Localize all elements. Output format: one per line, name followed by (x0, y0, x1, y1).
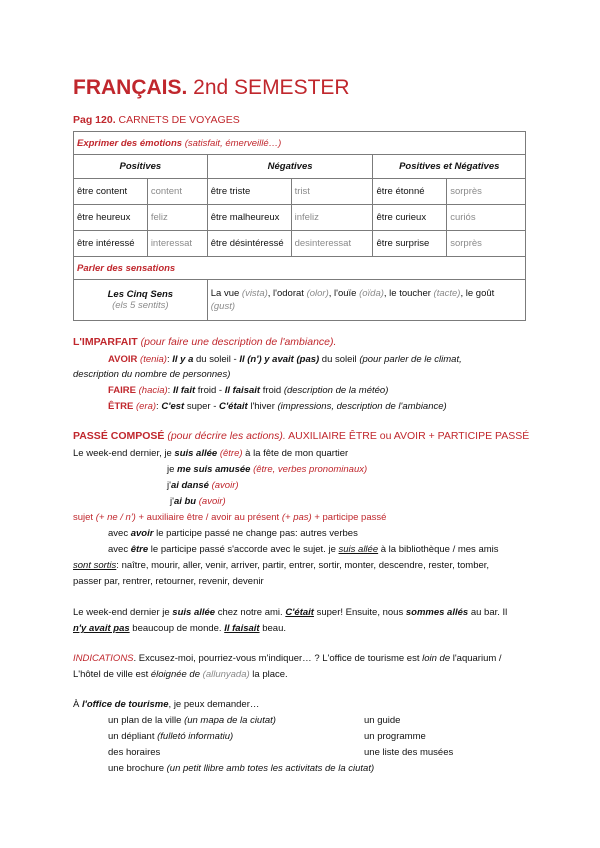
table-header: Positives et Négatives (373, 155, 526, 179)
section-subtitle: Pag 120. CARNETS DE VOYAGES (73, 114, 240, 126)
table-cell: être intéressé (74, 231, 148, 257)
passe-note: avec être le participe passé s'accorde avec le sujet. je suis allée à la bibliothèque / mes amis (108, 544, 499, 555)
table-cell: être étonné (373, 179, 447, 205)
list-item: un programme (364, 731, 426, 742)
list-item: un plan de la ville (un mapa de la ciutat) (108, 715, 276, 726)
table-cell: être content (74, 179, 148, 205)
passe-rule: sujet (+ ne / n') + auxiliaire être / avoir au présent (+ pas) + participe passé (73, 512, 387, 523)
table-header: Négatives (207, 155, 373, 179)
table-cell: être heureux (74, 205, 148, 231)
table-cell: être désintéressé (207, 231, 291, 257)
table-cell: content (147, 179, 207, 205)
table-row (74, 231, 526, 257)
list-item: un guide (364, 715, 401, 726)
table-cell: être triste (207, 179, 291, 205)
imparfait-heading: L'IMPARFAIT (pour faire une description de l'ambiance). (73, 336, 337, 348)
imparfait-etre: ÊTRE (era): C'est super - C'était l'hiver (impressions, description de l'ambiance) (108, 401, 447, 412)
passe-note: avec avoir le participe passé ne change pas: autres verbes (108, 528, 358, 539)
table-cell: être surprise (373, 231, 447, 257)
indications: INDICATIONS. Excusez-moi, pourriez-vous m'indiquer… ? L'office de tourisme est loin de l'aquarium / (73, 653, 502, 664)
list-item: une liste des musées (364, 747, 454, 758)
cinq-sens-cell: Les Cinq Sens (els 5 sentits) (74, 280, 208, 321)
example-paragraph: n'y avait pas beaucoup de monde. Il faisait beau. (73, 623, 286, 634)
table-section-sensations: Parler des sensations (74, 257, 526, 280)
table-row (74, 179, 526, 205)
imparfait-avoir-cont: description du nombre de personnes) (73, 369, 231, 380)
table-cell: trist (291, 179, 373, 205)
passe-note: sont sortis: naître, mourir, aller, venir, arriver, partir, entrer, sortir, monter, descendre, rester, tomber, (73, 560, 490, 571)
example-paragraph: Le week-end dernier je suis allée chez notre ami. C'était super! Ensuite, nous sommes allés au bar. Il (73, 607, 508, 618)
emotions-table (73, 131, 526, 321)
table-cell: infeliz (291, 205, 373, 231)
table-cell: sorprès (447, 231, 526, 257)
office-intro: À l'office de tourisme, je peux demander… (73, 699, 260, 710)
table-cell: sorprès (447, 179, 526, 205)
passe-line: j'ai dansé (avoir) (167, 480, 239, 491)
table-cell: curiós (447, 205, 526, 231)
page-title: FRANÇAIS. 2nd SEMESTER (73, 76, 350, 99)
table-row (74, 205, 526, 231)
passe-line: Le week-end dernier, je suis allée (être) à la fête de mon quartier (73, 448, 349, 459)
table-section-emotions: Exprimer des émotions (satisfait, émerveillé…) (74, 132, 526, 155)
senses-cell: La vue (vista), l'odorat (olor), l'ouïe (oïda), le toucher (tacte), le goût (gust) (207, 280, 525, 321)
table-cell: interessat (147, 231, 207, 257)
indications: L'hôtel de ville est éloignée de (allunyada) la place. (73, 669, 288, 680)
table-cell: desinteressat (291, 231, 373, 257)
imparfait-avoir: AVOIR (tenia): Il y a du soleil - Il (n') y avait (pas) du soleil (pour parler de le climat, (108, 354, 462, 365)
table-cell: feliz (147, 205, 207, 231)
table-cell: être malheureux (207, 205, 291, 231)
passe-line: j'ai bu (avoir) (170, 496, 226, 507)
list-item: un dépliant (fulletó informatiu) (108, 731, 234, 742)
list-item: des horaires (108, 747, 161, 758)
passe-compose-heading: PASSÉ COMPOSÉ (pour décrire les actions). AUXILIAIRE ÊTRE ou AVOIR + PARTICIPE PASSÉ (73, 430, 530, 442)
table-cell: être curieux (373, 205, 447, 231)
passe-note: passer par, rentrer, retourner, revenir, devenir (73, 576, 264, 587)
table-header: Positives (74, 155, 208, 179)
list-item: une brochure (un petit llibre amb totes les activitats de la ciutat) (108, 763, 375, 774)
imparfait-faire: FAIRE (hacia): Il fait froid - Il faisait froid (description de la météo) (108, 385, 389, 396)
passe-line: je me suis amusée (être, verbes pronominaux) (167, 464, 368, 475)
